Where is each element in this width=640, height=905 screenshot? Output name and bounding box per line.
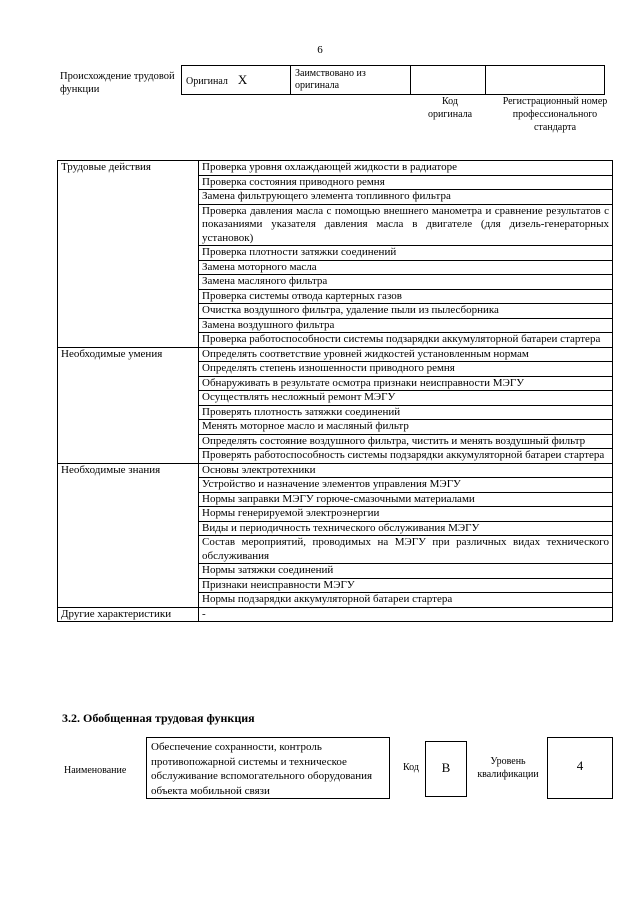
category-spacer bbox=[58, 362, 199, 377]
category-spacer bbox=[58, 246, 199, 261]
original-cell bbox=[182, 66, 291, 95]
skill-item: Проверять плотность затяжки соединений bbox=[199, 405, 613, 420]
labor-action-item: Замена масляного фильтра bbox=[199, 275, 613, 290]
category-spacer bbox=[58, 289, 199, 304]
category-spacer bbox=[58, 434, 199, 449]
labor-action-category: Трудовые действия bbox=[58, 161, 199, 176]
category-spacer bbox=[58, 405, 199, 420]
skill-item: Определять соответствие уровней жидкостей установленным нормам bbox=[199, 347, 613, 362]
reg-number-label: Регистрационный номер профессионального стандарта bbox=[502, 96, 608, 133]
category-spacer bbox=[58, 564, 199, 579]
borrowed-cell: Заимствовано из оригинала bbox=[291, 66, 411, 95]
table-row bbox=[58, 463, 613, 478]
skill-item: Проверять работоспособность системы подзарядки аккумуляторной батареи стартера bbox=[199, 449, 613, 464]
category-spacer bbox=[58, 449, 199, 464]
knowledge-item: Состав мероприятий, проводимых на МЭГУ при различных видах технического обслуживания bbox=[199, 536, 613, 564]
category-spacer bbox=[58, 478, 199, 493]
section-title: 3.2. Обобщенная трудовая функция bbox=[62, 711, 255, 725]
table-row bbox=[58, 260, 613, 275]
knowledge-item: Нормы заправки МЭГУ горюче-смазочными материалами bbox=[199, 492, 613, 507]
other-category: Другие характеристики bbox=[58, 607, 199, 622]
table-row bbox=[58, 347, 613, 362]
category-spacer bbox=[58, 391, 199, 406]
labor-action-item: Проверка системы отвода картерных газов bbox=[199, 289, 613, 304]
table-row bbox=[58, 536, 613, 564]
labor-action-item: Замена моторного масла bbox=[199, 260, 613, 275]
category-spacer bbox=[58, 175, 199, 190]
table-row bbox=[58, 521, 613, 536]
qualification-level-value: 4 bbox=[547, 737, 613, 799]
origin-label: Происхождение трудовой функции bbox=[60, 71, 175, 95]
labor-action-item: Замена воздушного фильтра bbox=[199, 318, 613, 333]
category-spacer bbox=[58, 536, 199, 564]
name-label: Наименование bbox=[64, 765, 127, 776]
table-row bbox=[58, 391, 613, 406]
labor-action-item: Проверка плотности затяжки соединений bbox=[199, 246, 613, 261]
table-row bbox=[58, 507, 613, 522]
original-code-label: Код оригинала bbox=[427, 96, 473, 120]
category-spacer bbox=[58, 318, 199, 333]
skill-category: Необходимые умения bbox=[58, 347, 199, 362]
table-row bbox=[58, 492, 613, 507]
original-code-cell bbox=[411, 66, 486, 95]
table-row bbox=[58, 564, 613, 579]
table-row bbox=[58, 376, 613, 391]
labor-action-item: Замена фильтрующего элемента топливного фильтра bbox=[199, 190, 613, 205]
skill-item: Определять степень изношенности приводного ремня bbox=[199, 362, 613, 377]
table-row bbox=[58, 175, 613, 190]
table-row bbox=[58, 204, 613, 246]
function-table bbox=[57, 160, 613, 622]
table-row bbox=[58, 593, 613, 608]
labor-action-item: Проверка работоспособности системы подзарядки аккумуляторной батареи стартера bbox=[199, 333, 613, 348]
category-spacer bbox=[58, 420, 199, 435]
reg-number-cell bbox=[486, 66, 605, 95]
table-row bbox=[58, 607, 613, 622]
qualification-level-label: Уровень квалификации bbox=[477, 756, 539, 780]
knowledge-item: Виды и периодичность технического обслуживания МЭГУ bbox=[199, 521, 613, 536]
skill-item: Менять моторное масло и масляный фильтр bbox=[199, 420, 613, 435]
category-spacer bbox=[58, 190, 199, 205]
skill-item: Осуществлять несложный ремонт МЭГУ bbox=[199, 391, 613, 406]
knowledge-item: Нормы генерируемой электроэнергии bbox=[199, 507, 613, 522]
table-row bbox=[58, 161, 613, 176]
category-spacer bbox=[58, 204, 199, 246]
table-row bbox=[58, 478, 613, 493]
table-row bbox=[58, 362, 613, 377]
table-row bbox=[58, 304, 613, 319]
category-spacer bbox=[58, 260, 199, 275]
code-value: B bbox=[425, 741, 467, 797]
labor-action-item: Проверка давления масла с помощью внешнего манометра и сравнение результатов с показаниями указателя давления масла в двигателе (для дизель-генераторных установок) bbox=[199, 204, 613, 246]
labor-action-item: Проверка состояния приводного ремня bbox=[199, 175, 613, 190]
category-spacer bbox=[58, 333, 199, 348]
knowledge-category: Необходимые знания bbox=[58, 463, 199, 478]
category-spacer bbox=[58, 492, 199, 507]
knowledge-item: Устройство и назначение элементов управления МЭГУ bbox=[199, 478, 613, 493]
table-row bbox=[58, 275, 613, 290]
category-spacer bbox=[58, 593, 199, 608]
labor-action-item: Проверка уровня охлаждающей жидкости в радиаторе bbox=[199, 161, 613, 176]
knowledge-item: Нормы затяжки соединений bbox=[199, 564, 613, 579]
code-label: Код bbox=[403, 762, 419, 773]
table-row bbox=[58, 289, 613, 304]
original-mark: X bbox=[237, 72, 248, 87]
category-spacer bbox=[58, 507, 199, 522]
other-value: - bbox=[199, 607, 613, 622]
labor-action-item: Очистка воздушного фильтра, удаление пыли из пылесборника bbox=[199, 304, 613, 319]
table-row bbox=[58, 449, 613, 464]
table-row bbox=[58, 246, 613, 261]
original-label: Оригинал bbox=[186, 76, 228, 87]
category-spacer bbox=[58, 521, 199, 536]
knowledge-item: Нормы подзарядки аккумуляторной батареи стартера bbox=[199, 593, 613, 608]
table-row bbox=[58, 318, 613, 333]
name-value: Обеспечение сохранности, контроль противопожарной системы и техническое обслуживание вспомогательного оборудования объекта мобильной связи bbox=[146, 737, 390, 799]
category-spacer bbox=[58, 376, 199, 391]
page-number: 6 bbox=[317, 44, 323, 56]
table-row bbox=[58, 420, 613, 435]
table-row bbox=[58, 434, 613, 449]
skill-item: Определять состояние воздушного фильтра, чистить и менять воздушный фильтр bbox=[199, 434, 613, 449]
origin-table bbox=[181, 65, 605, 95]
category-spacer bbox=[58, 578, 199, 593]
table-row bbox=[58, 578, 613, 593]
category-spacer bbox=[58, 304, 199, 319]
table-row bbox=[58, 190, 613, 205]
category-spacer bbox=[58, 275, 199, 290]
table-row bbox=[58, 405, 613, 420]
table-row bbox=[58, 333, 613, 348]
knowledge-item: Основы электротехники bbox=[199, 463, 613, 478]
skill-item: Обнаруживать в результате осмотра признаки неисправности МЭГУ bbox=[199, 376, 613, 391]
knowledge-item: Признаки неисправности МЭГУ bbox=[199, 578, 613, 593]
